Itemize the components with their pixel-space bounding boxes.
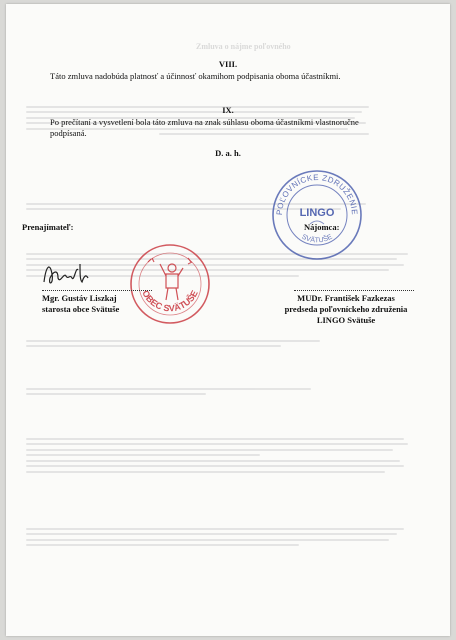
landlord-name: Mgr. Gustáv Liszkaj <box>42 293 117 303</box>
hunting-stamp-center-text: LINGO <box>299 207 335 219</box>
landlord-signature <box>40 256 110 290</box>
ghost-paragraph-6 <box>26 434 416 476</box>
hunting-association-stamp <box>270 168 364 262</box>
hunting-stamp-ring-text: POĽOVNÍCKE ZDRUŽENIE <box>274 172 360 216</box>
tenant-role-line2: LINGO Svätuše <box>316 315 376 325</box>
municipal-stamp-ring-text: OBEC SVÄTUŠE <box>140 288 200 314</box>
closing-mark: D. a. h. <box>215 148 241 158</box>
tenant-label: Nájomca: <box>304 222 340 232</box>
tenant-name: MUDr. František Fazkezas <box>297 293 395 303</box>
ghost-paragraph-7 <box>26 524 416 550</box>
landlord-label: Prenajímateľ: <box>22 222 74 232</box>
tenant-role-line1: predseda poľovníckeho združenia <box>284 304 408 314</box>
municipal-stamp <box>128 242 212 326</box>
section-ix-text-line1: Po prečítaní a vysvetlení bola táto zmluva na znak súhlasu oboma účastníkmi vlastnoručne <box>50 117 359 127</box>
ghost-title: Zmluva o nájme poľovného <box>196 42 291 51</box>
ghost-paragraph-4 <box>26 336 326 351</box>
tenant-signature-line <box>294 290 414 291</box>
section-ix-heading: IX. <box>222 105 234 115</box>
section-viii-text: Táto zmluva nadobúda platnosť a účinnosť okamihom podpisania oboma účastníkmi. <box>50 71 341 81</box>
document-page <box>6 4 450 636</box>
hunting-stamp-bottom-text: SVÄTUŠE <box>300 233 334 245</box>
landlord-role: starosta obce Svätuše <box>42 304 120 314</box>
landlord-signature-line <box>42 290 152 291</box>
svg-text:OBEC SVÄTUŠE <box>140 289 200 314</box>
section-ix-text-line2: podpísaná. <box>50 128 87 138</box>
section-viii-heading: VIII. <box>218 59 238 69</box>
ghost-paragraph-5 <box>26 384 326 399</box>
